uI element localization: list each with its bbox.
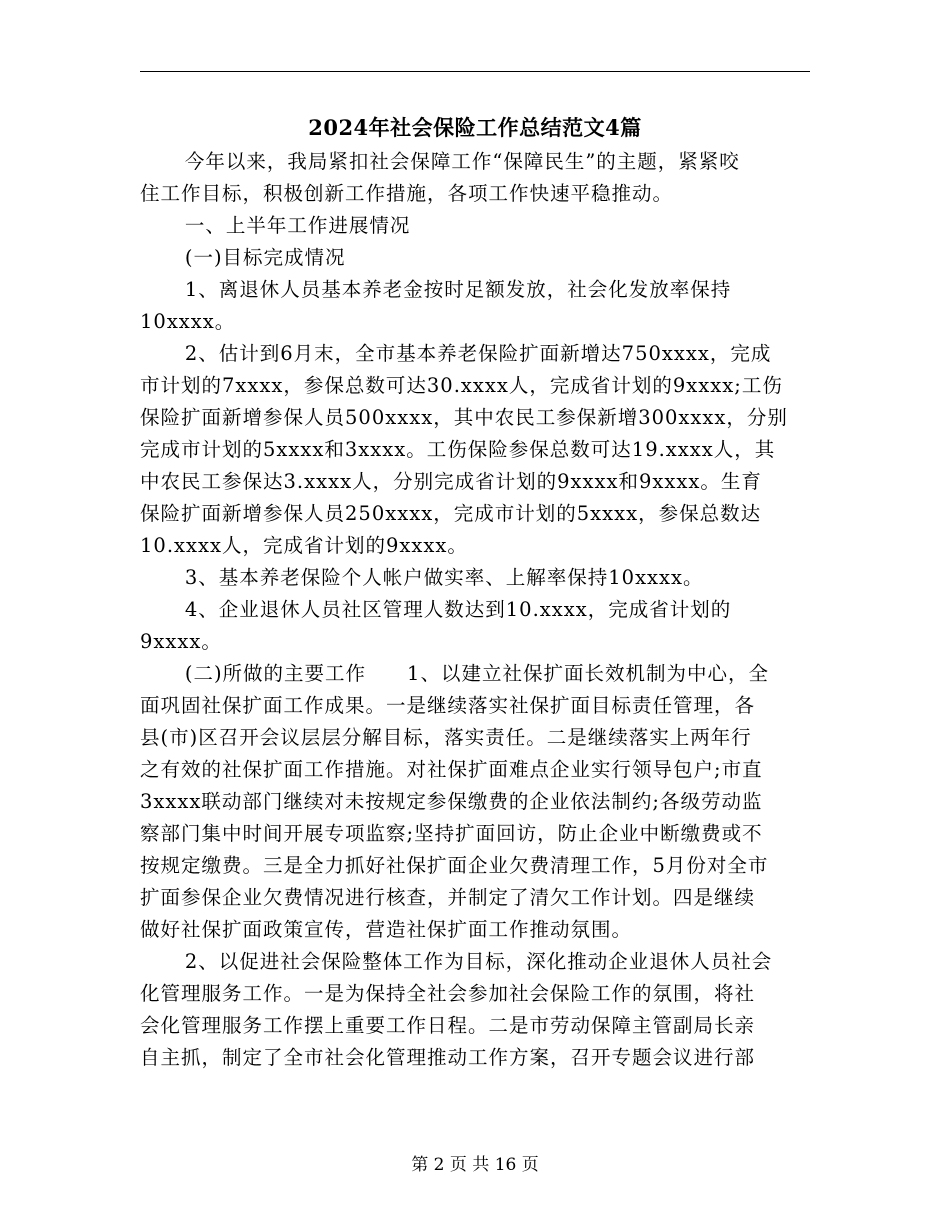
- paragraph-line: 中农民工参保达3.xxxx人，分别完成省计划的9xxxx和9xxxx。生育: [140, 470, 762, 493]
- body-paragraph: [140, 338, 810, 562]
- paragraph-line: 市计划的7xxxx，参保总数可达30.xxxx人，完成省计划的9xxxx;工伤: [140, 374, 783, 397]
- paragraph-line: 9xxxx。: [140, 630, 222, 653]
- paragraph-line: (一)目标完成情况: [184, 246, 346, 269]
- paragraph-line: 住工作目标，积极创新工作措施，各项工作快速平稳推动。: [140, 182, 674, 205]
- paragraph-line: 会化管理服务工作摆上重要工作日程。二是市劳动保障主管副局长亲: [140, 1014, 756, 1037]
- paragraph-line: 10xxxx。: [140, 310, 236, 333]
- paragraph-line: 一、上半年工作进展情况: [184, 214, 411, 237]
- paragraph-line: 面巩固社保扩面工作成果。一是继续落实社保扩面目标责任管理，各: [140, 694, 756, 717]
- paragraph-line: 保险扩面新增参保人员250xxxx，完成市计划的5xxxx，参保总数达: [140, 502, 762, 525]
- body-paragraph: [140, 146, 810, 210]
- body-paragraph: [140, 658, 810, 946]
- paragraph-line: 2、估计到6月末，全市基本养老保险扩面新增达750xxxx，完成: [184, 342, 772, 365]
- paragraph-line: 化管理服务工作。一是为保持全社会参加社会保险工作的氛围，将社: [140, 982, 756, 1005]
- body-paragraph: [140, 242, 810, 274]
- body-paragraph: [140, 274, 810, 338]
- paragraph-line: 2、以促进社会保险整体工作为目标，深化推动企业退休人员社会: [184, 950, 773, 973]
- header-rule: [140, 71, 810, 72]
- document-body: [140, 146, 810, 1074]
- paragraph-line: 4、企业退休人员社区管理人数达到10.xxxx，完成省计划的: [184, 598, 732, 621]
- body-paragraph: [140, 946, 810, 1074]
- body-paragraph: [140, 562, 810, 594]
- paragraph-line: (二)所做的主要工作 1、以建立社保扩面长效机制为中心，全: [184, 662, 769, 685]
- paragraph-line: 完成市计划的5xxxx和3xxxx。工伤保险参保总数可达19.xxxx人，其: [140, 438, 776, 461]
- paragraph-line: 按规定缴费。三是全力抓好社保扩面企业欠费清理工作，5月份对全市: [140, 854, 769, 877]
- paragraph-line: 县(市)区召开会议层层分解目标，落实责任。二是继续落实上两年行: [140, 726, 752, 749]
- paragraph-line: 今年以来，我局紧扣社会保障工作“保障民生”的主题，紧紧咬: [184, 150, 740, 173]
- paragraph-line: 之有效的社保扩面工作措施。对社保扩面难点企业实行领导包户;市直: [140, 758, 763, 781]
- paragraph-line: 扩面参保企业欠费情况进行核查，并制定了清欠工作计划。四是继续: [140, 886, 756, 909]
- paragraph-line: 察部门集中时间开展专项监察;坚持扩面回访，防止企业中断缴费或不: [140, 822, 763, 845]
- paragraph-line: 3、基本养老保险个人帐户做实率、上解率保持10xxxx。: [184, 566, 704, 589]
- body-paragraph: [140, 594, 810, 658]
- paragraph-line: 做好社保扩面政策宣传，营造社保扩面工作推动氛围。: [140, 918, 633, 941]
- paragraph-line: 1、离退休人员基本养老金按时足额发放，社会化发放率保持: [184, 278, 732, 301]
- document-title: 2024年社会保险工作总结范文4篇: [308, 115, 642, 140]
- page-footer: 第 2 页 共 16 页: [411, 1155, 539, 1175]
- paragraph-line: 3xxxx联动部门继续对未按规定参保缴费的企业依法制约;各级劳动监: [140, 790, 763, 813]
- body-paragraph: [140, 210, 810, 242]
- paragraph-line: 10.xxxx人，完成省计划的9xxxx。: [140, 534, 468, 557]
- paragraph-line: 自主抓，制定了全市社会化管理推动工作方案，召开专题会议进行部: [140, 1046, 756, 1069]
- paragraph-line: 保险扩面新增参保人员500xxxx，其中农民工参保新增300xxxx，分别: [140, 406, 788, 429]
